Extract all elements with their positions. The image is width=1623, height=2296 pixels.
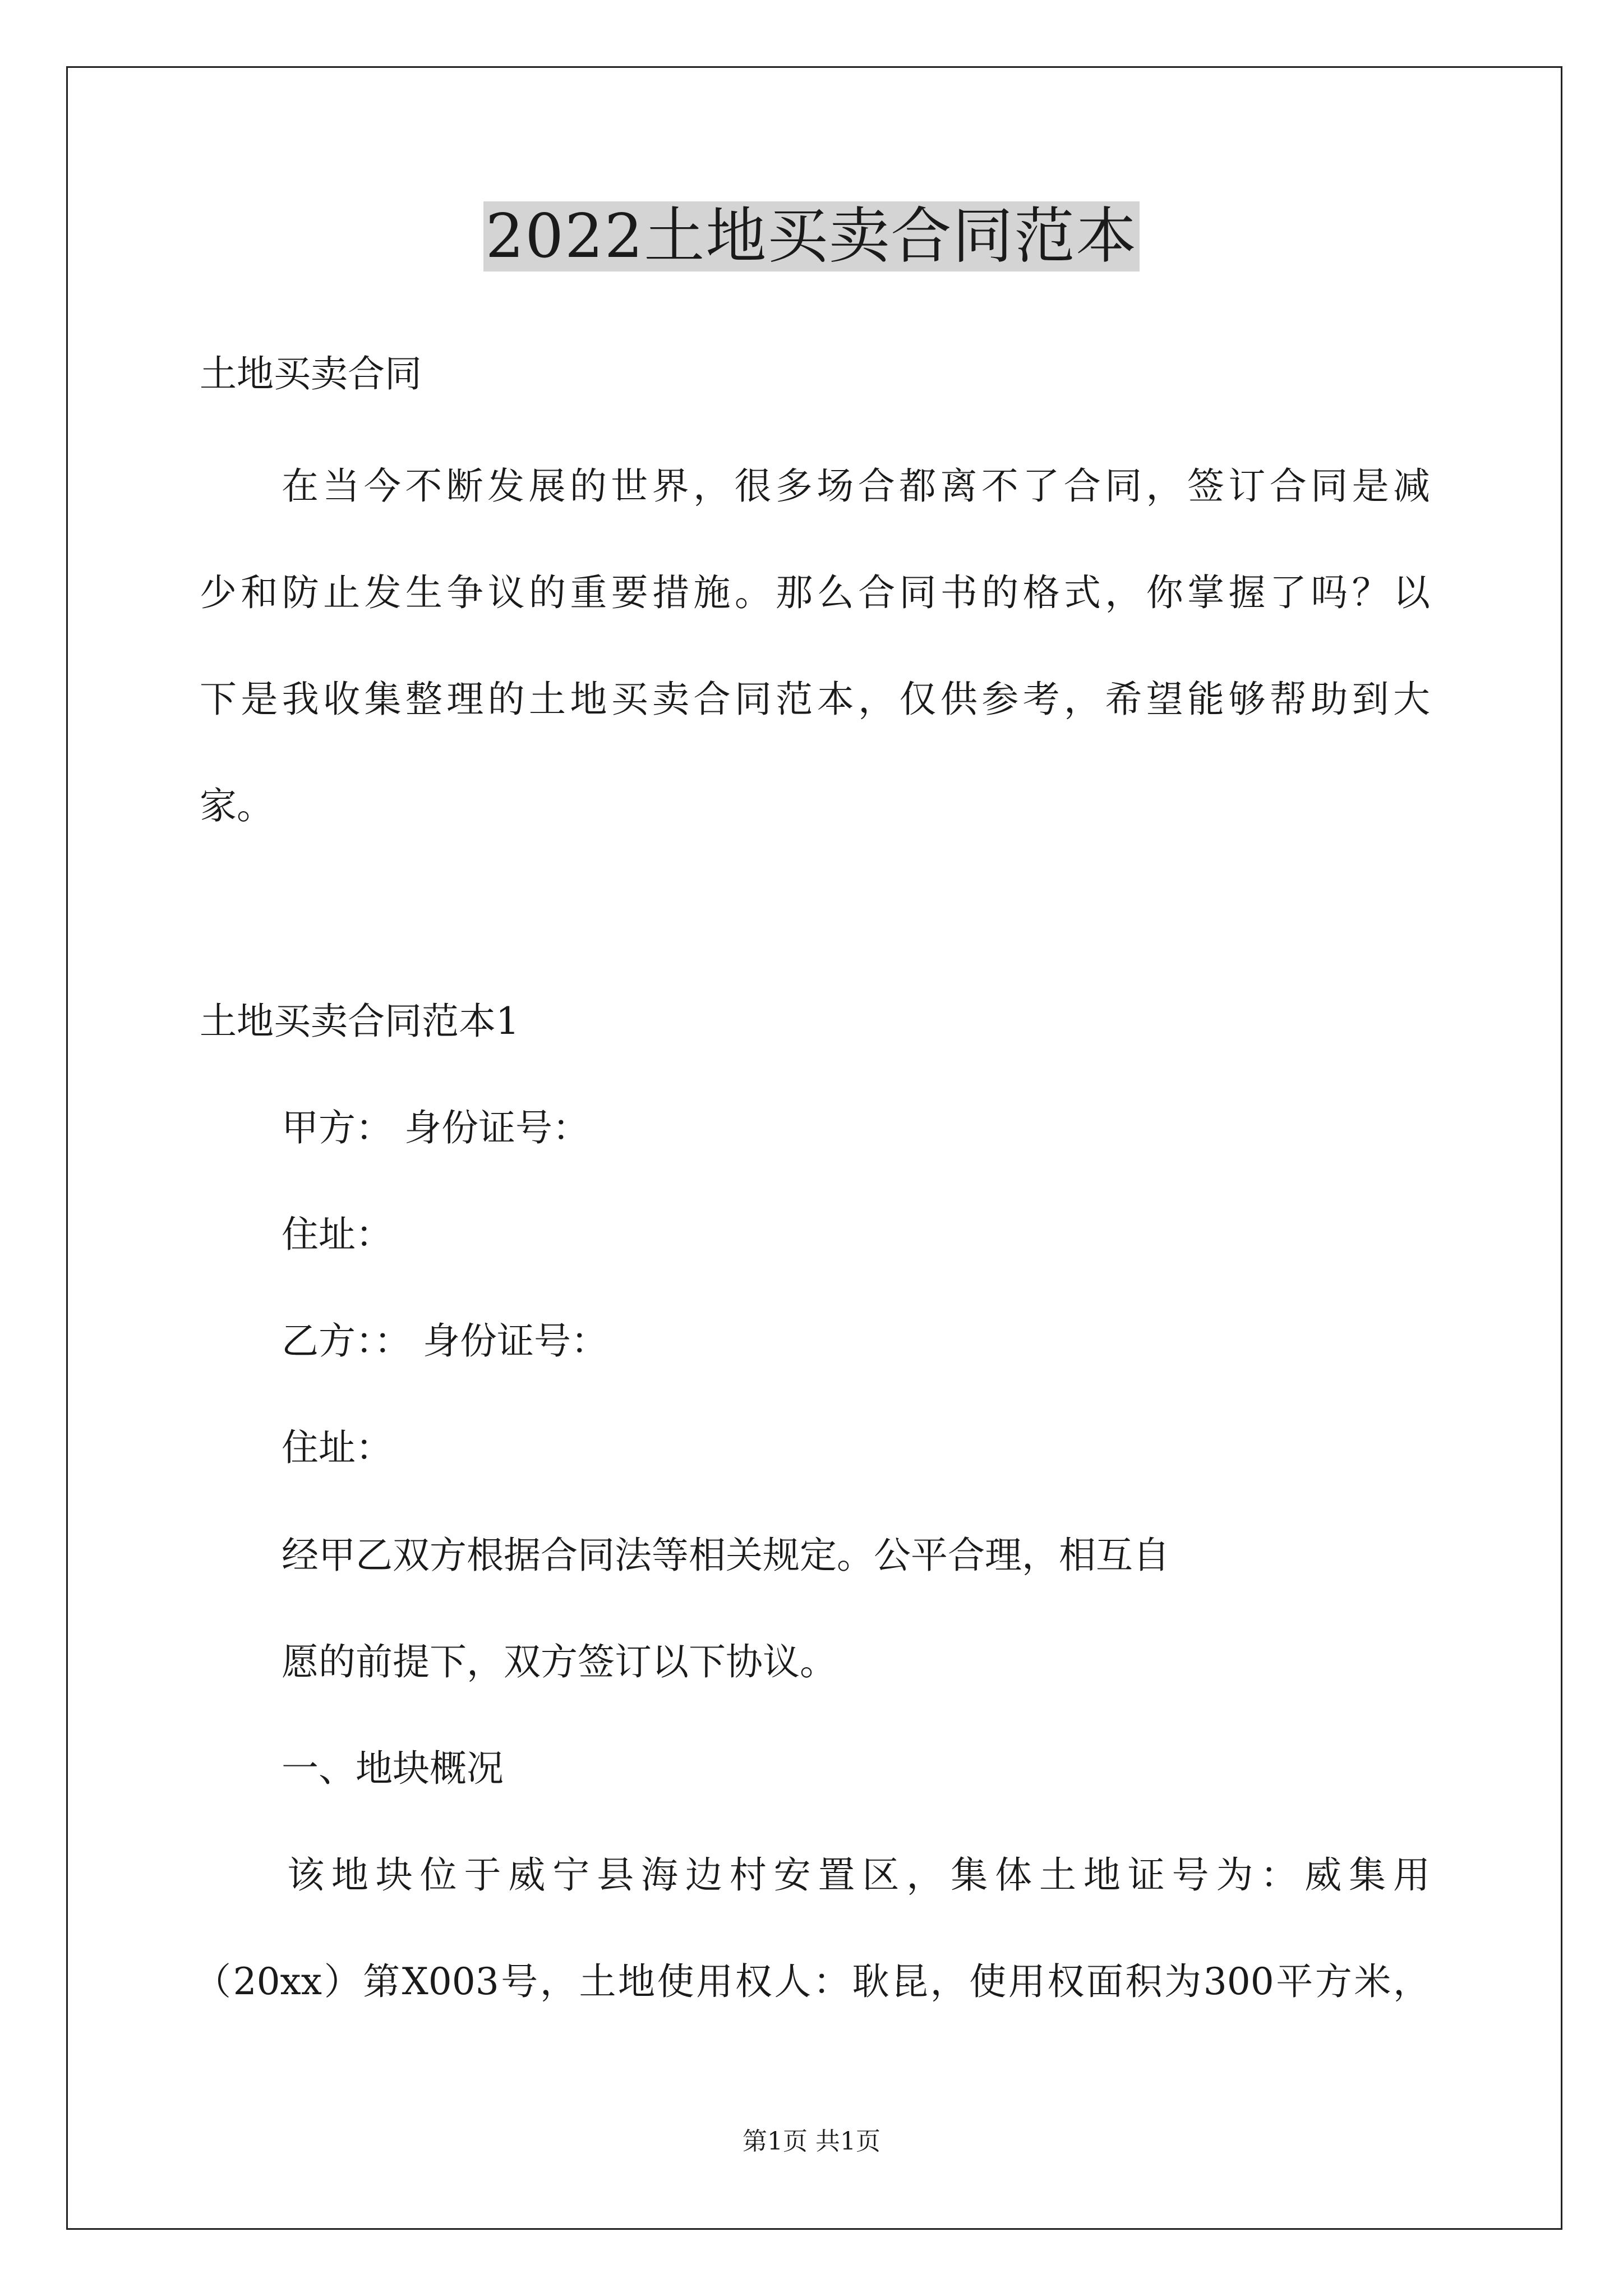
intro-line-2: 少和防止发生争议的重要措施。那么合同书的格式，你掌握了吗？以 (200, 571, 1430, 614)
intro-line-3: 下是我收集整理的土地买卖合同范本，仅供参考，希望能够帮助到大 (200, 678, 1430, 721)
agreement-line-1: 经甲乙双方根据合同法等相关规定。公平合理，相互自 (282, 1534, 1170, 1577)
party-b-address: 住址： (282, 1426, 393, 1469)
intro-line-4: 家。 (200, 784, 274, 827)
clause-1-line-2: （20xx）第X003号，土地使用权人：耿昆，使用权面积为300平方米， (194, 1960, 1430, 2003)
intro-line-1: 在当今不断发展的世界，很多场合都离不了合同，签订合同是减 (282, 464, 1430, 508)
party-a-address: 住址： (282, 1213, 393, 1256)
document-title: 2022土地买卖合同范本 (0, 197, 1623, 276)
agreement-line-2: 愿的前提下，双方签订以下协议。 (282, 1640, 837, 1683)
section-title: 土地买卖合同范本1 (200, 1000, 519, 1043)
party-a-line: 甲方： 身份证号： (282, 1106, 589, 1149)
page-footer: 第1页 共1页 (743, 2127, 880, 2156)
clause-1-title: 一、地块概况 (282, 1747, 504, 1790)
heading: 土地买卖合同 (200, 352, 422, 395)
party-b-line: 乙方：： 身份证号： (282, 1319, 608, 1363)
clause-1-line-1: 该地块位于威宁县海边村安置区，集体土地证号为：威集用 (287, 1853, 1430, 1897)
